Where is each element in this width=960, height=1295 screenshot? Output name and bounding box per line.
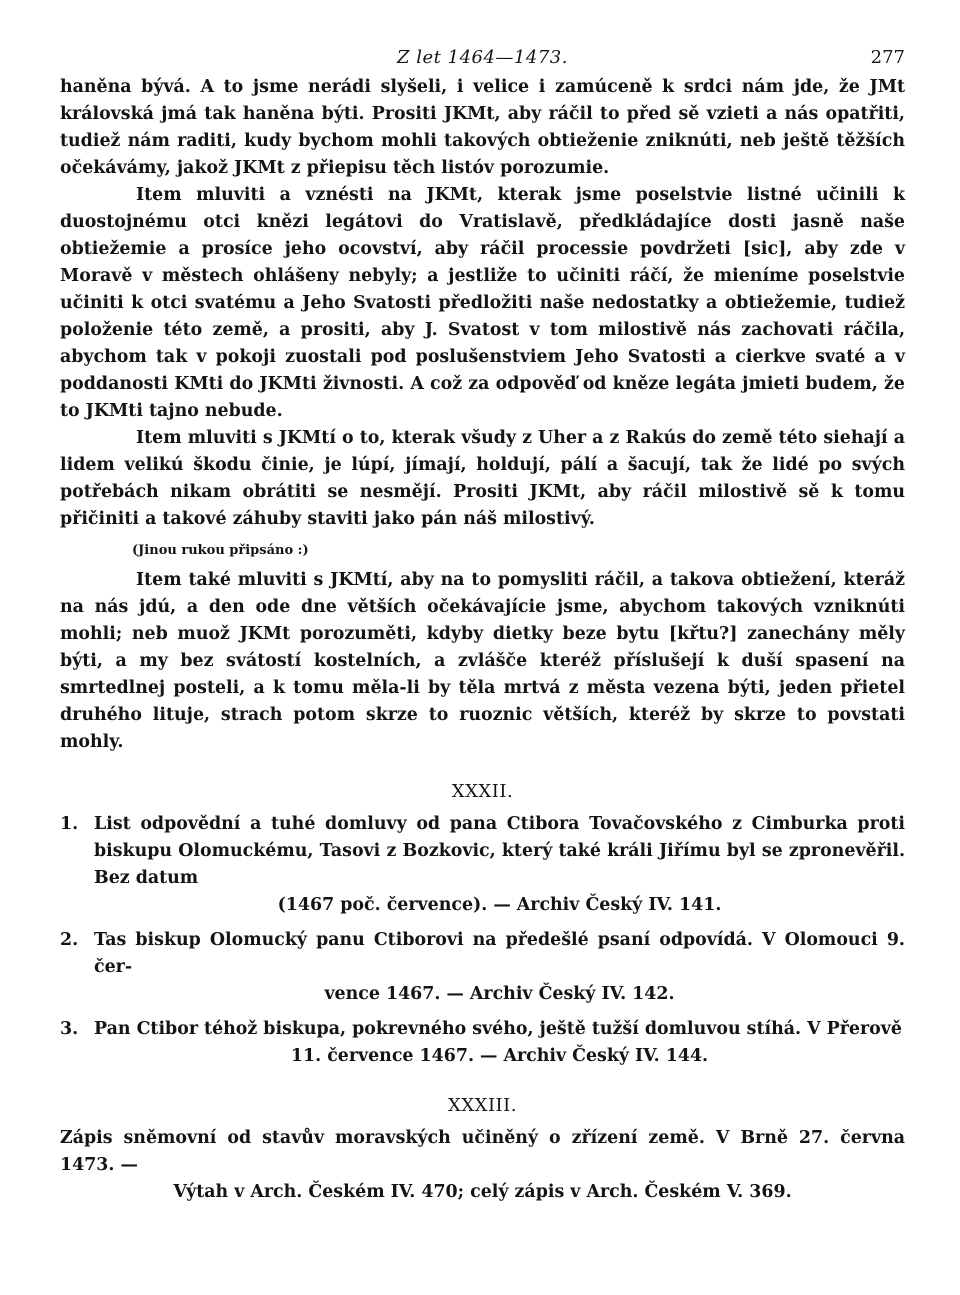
summary-text-cont: Výtah v Arch. Českém IV. 470; celý zápis v Arch. Českém V. 369.	[173, 1182, 792, 1202]
section-heading-32: XXXII.	[451, 781, 514, 802]
marginal-note: (Jinou rukou připsáno :)	[132, 543, 309, 558]
entry-text-cont: 11. července 1467. — Archiv Český IV. 144.	[290, 1046, 709, 1066]
entry-item	[60, 927, 905, 1008]
running-title: Z let 1464—1473.	[397, 47, 568, 68]
entry-text-cont: vence 1467. — Archiv Český IV. 142.	[324, 984, 675, 1004]
entry-text-main: Tas biskup Olomucký panu Ctiborovi na předešlé psaní odpovídá. V Olomouci 9. čer-	[94, 930, 905, 977]
section-heading-33: XXXIII.	[448, 1095, 517, 1116]
paragraph-continued: haněna bývá. A to jsme nerádi slyšeli, i velice i zamúceně k srdci nám jde, že JMt královská jmá tak haněna býti. Prositi JKMt, aby ráčil to před sě vzieti a nás opatřiti, tudiež nám raditi, kudy bychom mohli takových obtieženie zniknúti, neb ještě těžších očekávámy, jakož JKMt z přiepisu těch listóv porozumie.	[60, 77, 905, 178]
entry-item	[60, 811, 905, 919]
entry-text	[94, 927, 905, 1008]
running-head	[60, 44, 905, 74]
entry-item	[60, 1016, 905, 1070]
entry-text	[94, 811, 905, 919]
section-summary	[60, 1125, 905, 1206]
entry-text-main: Pan Ctibor téhož biskupa, pokrevného svého, ještě tužší domluvou stíhá. V Přerově	[94, 1019, 902, 1039]
paragraph-raids: Item mluviti s JKMtí o to, kterak všudy z Uher a z Rakús do země této siehají a lidem velikú škodu činie, je lúpí, jímají, holdují, pálí a šacují, tak že lidé po svých potřebách nikam obrátiti se nesmějí. Prositi JKMt, aby ráčil milostivě sě k tomu přičiniti a takové záhuby staviti jako pán náš milostivý.	[60, 428, 905, 529]
paragraph-sacraments: Item také mluviti s JKMtí, aby na to pomysliti ráčil, a takova obtiežení, kteráž na nás jdú, a den ode dne větších očekávajície jsme, abychom takových vzniknúti mohli; neb muož JKMt porozuměti, kdyby dietky beze bytu [křtu?] zanechány měly býti, a my bez svátostí kostelních, a zvlášče kteréž příslušejí k duší spasení na smrtedlnej posteli, a k tomu měla-li by těla mrtvá z města vezena býti, jeden přietel druhého lituje, strach potom skrze to ruoznic větších, kteréž by skrze to povstati mohly.	[60, 570, 905, 752]
entry-number: 2.	[60, 930, 79, 950]
summary-text: Zápis sněmovní od stavův moravských učiněný o zřízení země. V Brně 27. června 1473. —	[60, 1128, 905, 1175]
entry-text-cont: (1467 poč. července). — Archiv Český IV. 141.	[277, 895, 722, 915]
paragraph-legate: Item mluviti a vznésti na JKMt, kterak jsme poselstvie listné učinili k duostojnému otci knězi legátovi do Vratislavě, předkládajíce dosti jasně naše obtiežemie a prosíce jeho ocovství, aby ráčil processie povdržeti [sic], aby zde v Moravě v městech ohlášeny nebyly; a jestliže to učiniti ráčí, že mieníme poselstvie učiniti k otci svatému a Jeho Svatosti předložiti naše nedostatky a obtiežemie, tudiež položenie této země, a prositi, aby J. Svatost v tom milostivě nás zachovati ráčila, abychom tak v pokoji zuostali pod poslušenstviem Jeho Svatosti a cierkve svaté a v poddanosti KMti do JKMti živnosti. A což za odpověď od kněze legáta jmieti budem, že to JKMti tajno nebude.	[60, 185, 905, 421]
entry-text-main: List odpovědní a tuhé domluvy od pana Ctibora Tovačovského z Cimburka proti biskupu Olomuckému, Tasovi z Bozkovic, který také králi Jiřímu byl se zpronevěřil. Bez datum	[94, 814, 905, 888]
page-number: 277	[870, 47, 905, 68]
entry-number: 3.	[60, 1019, 79, 1039]
entry-text	[94, 1016, 905, 1070]
entry-number: 1.	[60, 814, 79, 834]
